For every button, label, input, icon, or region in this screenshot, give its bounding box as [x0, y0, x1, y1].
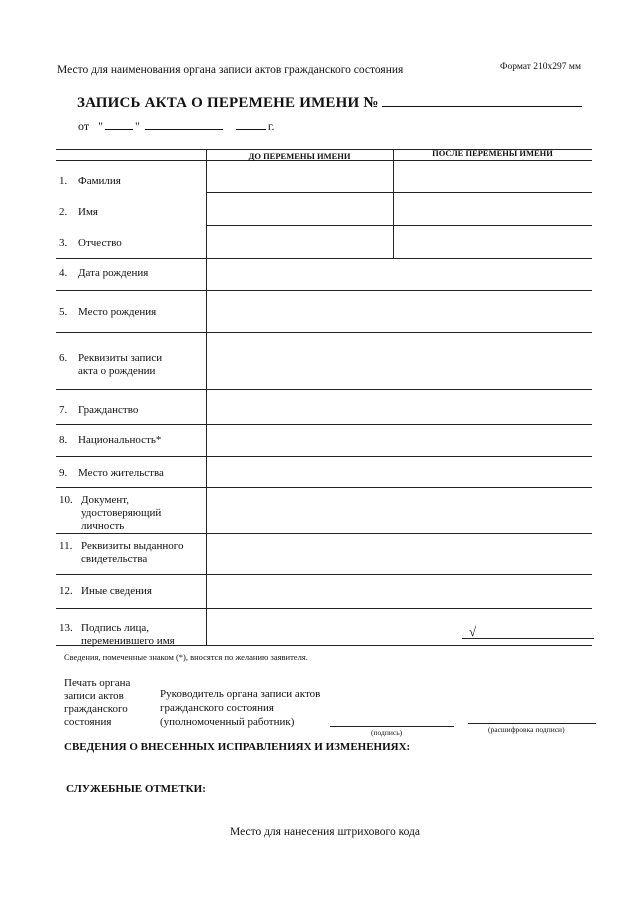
row-label-text: Имя: [78, 206, 98, 218]
row-label: [59, 206, 98, 219]
row-label-text: Подпись лица, переменившего имя: [81, 622, 175, 647]
row-label: [59, 622, 175, 648]
signature-line[interactable]: [330, 726, 454, 727]
row-number: 6.: [59, 352, 68, 364]
row-number: 10.: [59, 494, 73, 506]
column-before-header: ДО ПЕРЕМЕНЫ ИМЕНИ: [248, 151, 351, 161]
footnote: Сведения, помеченные знаком (*), вносятся по желанию заявителя.: [64, 652, 308, 662]
row-label-text: Дата рождения: [78, 267, 149, 279]
quote-close: ": [135, 119, 140, 133]
row-number: 8.: [59, 434, 68, 446]
date-from-label: от: [78, 119, 90, 133]
row-label-text: Фамилия: [78, 175, 121, 187]
record-number-field[interactable]: [382, 106, 582, 107]
row-label-text: Документ, удостоверяющий личность: [81, 494, 162, 532]
row-label-text: Место жительства: [78, 467, 164, 479]
row-number: 13.: [59, 622, 73, 634]
cell-value-input[interactable]: [207, 425, 591, 455]
row-number: 7.: [59, 404, 68, 416]
row-number: 4.: [59, 267, 68, 279]
director-label: Руководитель органа записи актов гражданского состояния (уполномоченный работник): [160, 688, 321, 728]
row-label-text: Место рождения: [78, 306, 157, 318]
signature-check-mark: √: [469, 624, 477, 639]
cell-after-input[interactable]: [394, 226, 591, 257]
row-label: [59, 352, 162, 378]
cell-value-input[interactable]: [207, 259, 591, 289]
decoding-line[interactable]: [468, 723, 596, 724]
date-row: [78, 118, 274, 134]
year-suffix: г.: [267, 119, 275, 133]
cell-before-input[interactable]: [207, 226, 392, 257]
document-title: ЗАПИСЬ АКТА О ПЕРЕМЕНЕ ИМЕНИ №: [77, 95, 379, 111]
cell-value-input[interactable]: [207, 609, 591, 644]
row-label-text: Реквизиты выданного свидетельства: [81, 540, 184, 565]
row-label: [59, 467, 164, 480]
row-label-text: Реквизиты записи акта о рождении: [78, 352, 163, 377]
date-month-field[interactable]: [145, 118, 223, 130]
column-after-header: ПОСЛЕ ПЕРЕМЕНЫ ИМЕНИ: [432, 148, 553, 158]
cell-after-input[interactable]: [394, 161, 591, 191]
row-label: [59, 434, 161, 447]
row-label-text: Гражданство: [78, 404, 139, 416]
cell-value-input[interactable]: [207, 457, 591, 486]
cell-value-input[interactable]: [207, 534, 591, 573]
format-label: Формат 210х297 мм: [500, 62, 581, 72]
service-heading: СЛУЖЕБНЫЕ ОТМЕТКИ:: [66, 783, 206, 795]
cell-after-input[interactable]: [394, 193, 591, 224]
row-label: [59, 404, 138, 417]
signature-caption: (подпись): [371, 728, 403, 737]
cell-value-input[interactable]: [207, 333, 591, 388]
quote-open: ": [98, 119, 103, 133]
row-label: [59, 540, 184, 566]
row-label-text: Национальность*: [78, 434, 162, 446]
row-label: [59, 267, 148, 280]
barcode-placeholder: Место для нанесения штрихового кода: [230, 826, 420, 838]
cell-value-input[interactable]: [207, 575, 591, 607]
seal-label: Печать органа записи актов гражданского состояния: [64, 677, 131, 728]
row-number: 12.: [59, 585, 73, 597]
decoding-caption: (расшифровка подписи): [488, 725, 565, 734]
cell-before-input[interactable]: [207, 193, 392, 224]
row-number: 1.: [59, 175, 68, 187]
cell-value-input[interactable]: [207, 390, 591, 423]
organ-name-placeholder: Место для наименования органа записи актов гражданского состояния: [57, 64, 404, 76]
row-label: [59, 494, 161, 533]
row-label: [59, 175, 121, 188]
row-label-text: Отчество: [78, 237, 122, 249]
cell-value-input[interactable]: [207, 291, 591, 331]
cell-before-input[interactable]: [207, 161, 392, 191]
row-label-text: Иные сведения: [81, 585, 152, 597]
row-label: [59, 585, 152, 598]
date-year-field[interactable]: [236, 118, 266, 130]
row-number: 11.: [59, 540, 73, 552]
row-number: 3.: [59, 237, 68, 249]
row-label: [59, 237, 122, 250]
row-number: 2.: [59, 206, 68, 218]
corrections-heading: СВЕДЕНИЯ О ВНЕСЕННЫХ ИСПРАВЛЕНИЯХ И ИЗМЕНЕНИЯХ:: [64, 741, 411, 753]
row-number: 5.: [59, 306, 68, 318]
cell-value-input[interactable]: [207, 488, 591, 532]
row-label: [59, 306, 156, 319]
row-number: 9.: [59, 467, 68, 479]
date-day-field[interactable]: [105, 118, 133, 130]
